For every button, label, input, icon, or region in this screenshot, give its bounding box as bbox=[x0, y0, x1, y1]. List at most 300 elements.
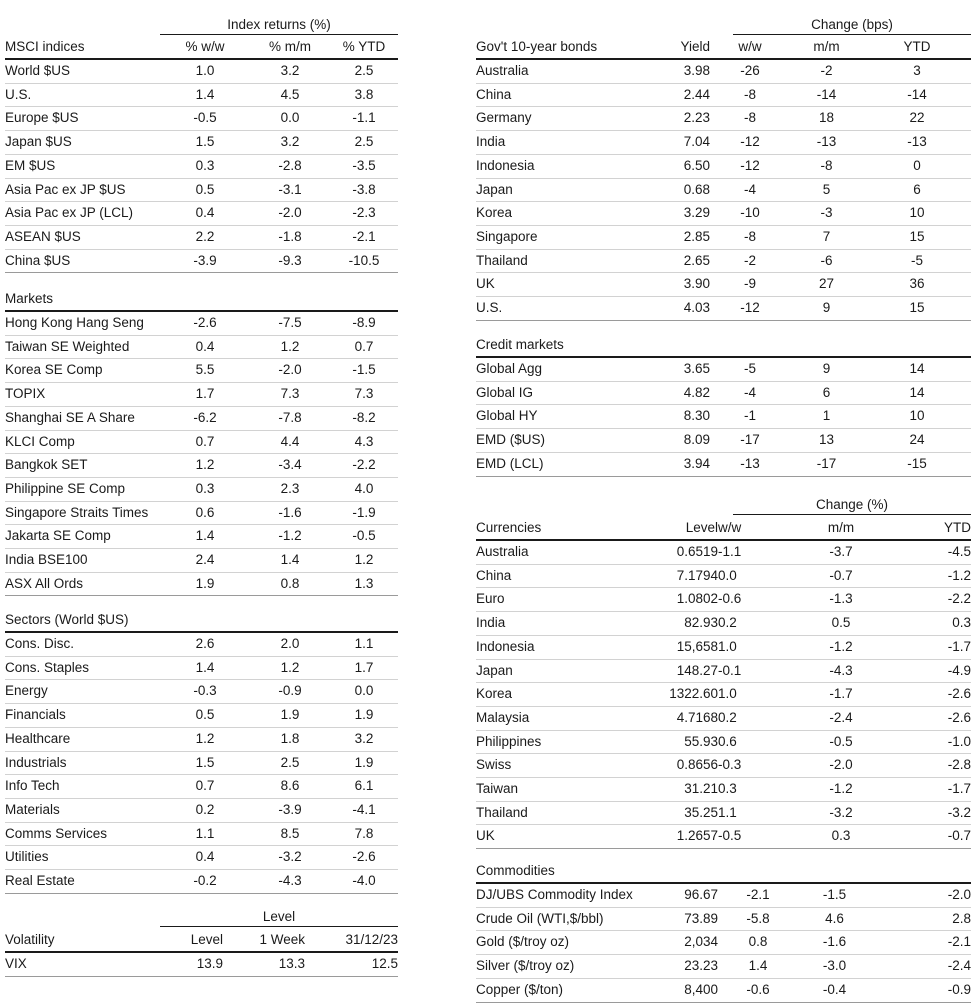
table-row bbox=[476, 825, 971, 849]
table-row bbox=[5, 572, 398, 596]
cell-value: 2.3 bbox=[250, 477, 330, 501]
table-row bbox=[5, 846, 398, 870]
cell-value: -2.4 bbox=[871, 955, 971, 979]
table-row bbox=[5, 525, 398, 549]
cell-value: 1.5 bbox=[160, 751, 250, 775]
cell-value: 6 bbox=[863, 178, 971, 202]
cell-value: 1.9 bbox=[250, 704, 330, 728]
row-label: Financials bbox=[5, 704, 160, 728]
table-row bbox=[476, 154, 971, 178]
cell-value: 0.2 bbox=[718, 612, 803, 636]
row-label: India bbox=[476, 612, 621, 636]
cell-value: -1.7 bbox=[803, 683, 879, 707]
volatility-panel bbox=[5, 929, 398, 977]
table-row bbox=[5, 656, 398, 680]
row-label: Utilities bbox=[5, 846, 160, 870]
cell-value: 2.6 bbox=[160, 632, 250, 656]
cell-value: -0.6 bbox=[718, 588, 803, 612]
cell-value: 2.0 bbox=[250, 632, 330, 656]
row-label: Indonesia bbox=[476, 154, 621, 178]
cell-value: 0.5 bbox=[160, 178, 250, 202]
cell-value: -5.8 bbox=[718, 907, 798, 931]
msci-table bbox=[5, 36, 398, 273]
cell-value: -7.5 bbox=[250, 311, 330, 335]
cell-value: 1.2 bbox=[250, 335, 330, 359]
cell-value: 10 bbox=[863, 405, 971, 429]
row-label: Global IG bbox=[476, 381, 621, 405]
cell-value: 0.4 bbox=[160, 846, 250, 870]
currencies-table bbox=[476, 517, 971, 849]
table-row bbox=[476, 178, 971, 202]
cell-value: -2.2 bbox=[879, 588, 971, 612]
section-title: Commodities bbox=[476, 860, 971, 883]
cell-value: 2.8 bbox=[871, 907, 971, 931]
cell-value: 36 bbox=[863, 273, 971, 297]
cell-value: 7.3 bbox=[250, 383, 330, 407]
table-row bbox=[476, 405, 971, 429]
table-row bbox=[476, 907, 971, 931]
row-label: Singapore Straits Times bbox=[5, 501, 160, 525]
cell-value: 0.2 bbox=[718, 706, 803, 730]
column-header: Yield bbox=[621, 36, 710, 59]
table-row bbox=[5, 59, 398, 83]
cell-value: -2.0 bbox=[250, 359, 330, 383]
currencies-panel bbox=[476, 517, 971, 849]
column-header: m/m bbox=[790, 36, 863, 59]
cell-value: -3.9 bbox=[160, 249, 250, 273]
table-row bbox=[5, 751, 398, 775]
cell-value: -8 bbox=[710, 225, 790, 249]
sectors-panel bbox=[5, 609, 398, 894]
cell-value: 55.93 bbox=[621, 730, 718, 754]
column-header: w/w bbox=[718, 517, 803, 540]
cell-value: 1.2 bbox=[330, 549, 398, 573]
cell-value: 0.3 bbox=[160, 477, 250, 501]
cell-value: -2 bbox=[710, 249, 790, 273]
row-label: Silver ($/troy oz) bbox=[476, 955, 644, 979]
cell-value: 0.3 bbox=[160, 154, 250, 178]
cell-value: -4 bbox=[710, 178, 790, 202]
cell-value: 23.23 bbox=[644, 955, 718, 979]
row-label: Asia Pac ex JP $US bbox=[5, 178, 160, 202]
cell-value: 4.7168 bbox=[621, 706, 718, 730]
cell-value: 24 bbox=[863, 429, 971, 453]
table-row bbox=[5, 249, 398, 273]
markets-title-row bbox=[5, 288, 398, 311]
cell-value: -13 bbox=[863, 131, 971, 155]
cell-value: 0.3 bbox=[879, 612, 971, 636]
cell-value: 0.7 bbox=[160, 430, 250, 454]
column-header: % w/w bbox=[160, 36, 250, 59]
cell-value: -3.9 bbox=[250, 798, 330, 822]
cell-value: 2.65 bbox=[621, 249, 710, 273]
cell-value: 3.98 bbox=[621, 59, 710, 83]
cell-value: -7.8 bbox=[250, 406, 330, 430]
row-label: Euro bbox=[476, 588, 621, 612]
table-row bbox=[5, 477, 398, 501]
table-row bbox=[476, 588, 971, 612]
cell-value: 2,034 bbox=[644, 931, 718, 955]
column-header: MSCI indices bbox=[5, 36, 160, 59]
table-row bbox=[5, 430, 398, 454]
cell-value: -2.8 bbox=[250, 154, 330, 178]
cell-value: 1.0 bbox=[160, 59, 250, 83]
cell-value: 9 bbox=[790, 357, 863, 381]
row-label: Gold ($/troy oz) bbox=[476, 931, 644, 955]
table-row bbox=[476, 659, 971, 683]
table-row bbox=[5, 798, 398, 822]
cell-value: 2.44 bbox=[621, 83, 710, 107]
cell-value: 0.3 bbox=[718, 778, 803, 802]
row-label: Shanghai SE A Share bbox=[5, 406, 160, 430]
row-label: India BSE100 bbox=[5, 549, 160, 573]
cell-value: -8.2 bbox=[330, 406, 398, 430]
cell-value: -3.4 bbox=[250, 454, 330, 478]
cell-value: 1.8 bbox=[250, 727, 330, 751]
cell-value: 35.25 bbox=[621, 801, 718, 825]
table-row bbox=[5, 775, 398, 799]
cell-value: -15 bbox=[863, 452, 971, 476]
section-title: Sectors (World $US) bbox=[5, 609, 398, 632]
column-header: Currencies bbox=[476, 517, 621, 540]
row-label: Global HY bbox=[476, 405, 621, 429]
volatility-table bbox=[5, 929, 398, 977]
cell-value: -4.3 bbox=[803, 659, 879, 683]
row-label: Taiwan SE Weighted bbox=[5, 335, 160, 359]
table-row bbox=[476, 297, 971, 321]
cell-value: -3.2 bbox=[803, 801, 879, 825]
row-label: Bangkok SET bbox=[5, 454, 160, 478]
row-label: China bbox=[476, 564, 621, 588]
cell-value: -2.0 bbox=[803, 754, 879, 778]
section-title: Markets bbox=[5, 288, 398, 311]
row-label: Real Estate bbox=[5, 870, 160, 894]
cell-value: 8.5 bbox=[250, 822, 330, 846]
table-row bbox=[5, 359, 398, 383]
cell-value: -1.2 bbox=[803, 635, 879, 659]
row-label: Global Agg bbox=[476, 357, 621, 381]
row-label: U.S. bbox=[5, 83, 160, 107]
row-label: Taiwan bbox=[476, 778, 621, 802]
row-label: Japan bbox=[476, 178, 621, 202]
cell-value: -1.6 bbox=[798, 931, 871, 955]
cell-value: 1.1 bbox=[330, 632, 398, 656]
cell-value: 6 bbox=[790, 381, 863, 405]
cell-value: -14 bbox=[790, 83, 863, 107]
msci-group-header: Index returns (%) bbox=[160, 16, 398, 35]
cell-value: 0.6 bbox=[160, 501, 250, 525]
cell-value: 3.2 bbox=[250, 131, 330, 155]
cell-value: 2.5 bbox=[250, 751, 330, 775]
table-row bbox=[476, 801, 971, 825]
cell-value: -0.1 bbox=[718, 659, 803, 683]
bonds-header-row bbox=[476, 36, 971, 59]
cell-value: -1.1 bbox=[330, 107, 398, 131]
cell-value: 0.68 bbox=[621, 178, 710, 202]
table-row bbox=[5, 202, 398, 226]
table-row bbox=[476, 225, 971, 249]
cell-value: -9.3 bbox=[250, 249, 330, 273]
row-label: ASEAN $US bbox=[5, 225, 160, 249]
cell-value: 18 bbox=[790, 107, 863, 131]
row-label: UK bbox=[476, 273, 621, 297]
row-label: World $US bbox=[5, 59, 160, 83]
column-header: % YTD bbox=[330, 36, 398, 59]
table-row bbox=[476, 978, 971, 1002]
table-row bbox=[5, 178, 398, 202]
table-row bbox=[476, 131, 971, 155]
cell-value: -4 bbox=[710, 381, 790, 405]
cell-value: 6.1 bbox=[330, 775, 398, 799]
cell-value: -4.9 bbox=[879, 659, 971, 683]
commodities-table bbox=[476, 860, 971, 1003]
table-row bbox=[476, 683, 971, 707]
table-row bbox=[476, 381, 971, 405]
table-row bbox=[5, 383, 398, 407]
table-row bbox=[476, 452, 971, 476]
row-label: India bbox=[476, 131, 621, 155]
row-label: TOPIX bbox=[5, 383, 160, 407]
cell-value: 9 bbox=[790, 297, 863, 321]
cell-value: -5 bbox=[863, 249, 971, 273]
cell-value: -1.7 bbox=[879, 635, 971, 659]
cell-value: 13.9 bbox=[135, 952, 223, 976]
cell-value: -1.9 bbox=[330, 501, 398, 525]
cell-value: -10 bbox=[710, 202, 790, 226]
cell-value: -2.1 bbox=[871, 931, 971, 955]
cell-value: -2.4 bbox=[803, 706, 879, 730]
row-label: Korea SE Comp bbox=[5, 359, 160, 383]
table-row bbox=[5, 131, 398, 155]
table-row bbox=[5, 727, 398, 751]
cell-value: 13 bbox=[790, 429, 863, 453]
row-label: Malaysia bbox=[476, 706, 621, 730]
cell-value: 0.3 bbox=[803, 825, 879, 849]
column-header: YTD bbox=[863, 36, 971, 59]
commodities-title-row bbox=[476, 860, 971, 883]
cell-value: -2.3 bbox=[330, 202, 398, 226]
row-label: Energy bbox=[5, 680, 160, 704]
cell-value: -8 bbox=[710, 107, 790, 131]
table-row bbox=[476, 83, 971, 107]
table-row bbox=[5, 952, 398, 976]
cell-value: 0.0 bbox=[718, 564, 803, 588]
row-label: Swiss bbox=[476, 754, 621, 778]
section-title: Credit markets bbox=[476, 334, 971, 357]
cell-value: -2.6 bbox=[879, 706, 971, 730]
cell-value: 0.8 bbox=[250, 572, 330, 596]
cell-value: -0.7 bbox=[803, 564, 879, 588]
cell-value: -2.6 bbox=[330, 846, 398, 870]
cell-value: -26 bbox=[710, 59, 790, 83]
row-label: Philippines bbox=[476, 730, 621, 754]
volatility-group-header: Level bbox=[160, 908, 398, 927]
row-label: Materials bbox=[5, 798, 160, 822]
cell-value: 3.65 bbox=[621, 357, 710, 381]
cell-value: 1.4 bbox=[160, 525, 250, 549]
cell-value: -10.5 bbox=[330, 249, 398, 273]
sectors-table bbox=[5, 609, 398, 894]
cell-value: 3 bbox=[863, 59, 971, 83]
cell-value: -0.5 bbox=[718, 825, 803, 849]
cell-value: -2.0 bbox=[871, 883, 971, 907]
cell-value: -2.0 bbox=[250, 202, 330, 226]
cell-value: 1.0 bbox=[718, 635, 803, 659]
cell-value: 0.8 bbox=[718, 931, 798, 955]
cell-value: -4.1 bbox=[330, 798, 398, 822]
column-header: Level bbox=[135, 929, 223, 952]
cell-value: -2.8 bbox=[879, 754, 971, 778]
cell-value: 7 bbox=[790, 225, 863, 249]
cell-value: -1.2 bbox=[879, 564, 971, 588]
cell-value: 31.21 bbox=[621, 778, 718, 802]
row-label: ASX All Ords bbox=[5, 572, 160, 596]
table-row bbox=[476, 273, 971, 297]
cell-value: 148.27 bbox=[621, 659, 718, 683]
cell-value: 1.1 bbox=[160, 822, 250, 846]
cell-value: 4.6 bbox=[798, 907, 871, 931]
table-row bbox=[476, 778, 971, 802]
row-label: Australia bbox=[476, 59, 621, 83]
cell-value: -4.3 bbox=[250, 870, 330, 894]
cell-value: 1.0802 bbox=[621, 588, 718, 612]
cell-value: -0.9 bbox=[871, 978, 971, 1002]
row-label: Korea bbox=[476, 683, 621, 707]
cell-value: 0.8656 bbox=[621, 754, 718, 778]
column-header: 31/12/23 bbox=[305, 929, 398, 952]
cell-value: -0.5 bbox=[330, 525, 398, 549]
cell-value: 15 bbox=[863, 297, 971, 321]
sectors-title-row bbox=[5, 609, 398, 632]
cell-value: -1.0 bbox=[879, 730, 971, 754]
table-row bbox=[476, 955, 971, 979]
cell-value: 0.7 bbox=[330, 335, 398, 359]
cell-value: -1.3 bbox=[803, 588, 879, 612]
table-row bbox=[5, 335, 398, 359]
cell-value: -0.6 bbox=[718, 978, 798, 1002]
cell-value: -2.6 bbox=[160, 311, 250, 335]
cell-value: -5 bbox=[710, 357, 790, 381]
table-row bbox=[476, 754, 971, 778]
column-header: YTD bbox=[879, 517, 971, 540]
cell-value: -17 bbox=[710, 429, 790, 453]
cell-value: 0.5 bbox=[803, 612, 879, 636]
volatility-header-row bbox=[5, 929, 398, 952]
cell-value: -0.4 bbox=[798, 978, 871, 1002]
cell-value: -3 bbox=[790, 202, 863, 226]
cell-value: -3.0 bbox=[798, 955, 871, 979]
cell-value: 27 bbox=[790, 273, 863, 297]
cell-value: -0.7 bbox=[879, 825, 971, 849]
cell-value: -3.7 bbox=[803, 540, 879, 564]
row-label: China $US bbox=[5, 249, 160, 273]
cell-value: 1.9 bbox=[330, 751, 398, 775]
cell-value: 1.2 bbox=[250, 656, 330, 680]
cell-value: 1.4 bbox=[718, 955, 798, 979]
row-label: U.S. bbox=[476, 297, 621, 321]
cell-value: -13 bbox=[710, 452, 790, 476]
cell-value: 2.5 bbox=[330, 131, 398, 155]
cell-value: -4.0 bbox=[330, 870, 398, 894]
cell-value: 1.9 bbox=[160, 572, 250, 596]
credit-panel bbox=[476, 334, 971, 477]
table-row bbox=[5, 822, 398, 846]
row-label: Europe $US bbox=[5, 107, 160, 131]
cell-value: 12.5 bbox=[305, 952, 398, 976]
cell-value: -1 bbox=[710, 405, 790, 429]
table-row bbox=[5, 870, 398, 894]
credit-table bbox=[476, 334, 971, 477]
cell-value: -9 bbox=[710, 273, 790, 297]
cell-value: 2.5 bbox=[330, 59, 398, 83]
table-row bbox=[476, 931, 971, 955]
row-label: Asia Pac ex JP (LCL) bbox=[5, 202, 160, 226]
row-label: Copper ($/ton) bbox=[476, 978, 644, 1002]
cell-value: 8.30 bbox=[621, 405, 710, 429]
cell-value: -1.5 bbox=[798, 883, 871, 907]
cell-value: -12 bbox=[710, 154, 790, 178]
bonds-panel bbox=[476, 36, 971, 321]
cell-value: 1.0 bbox=[718, 683, 803, 707]
row-label: Australia bbox=[476, 540, 621, 564]
row-label: Singapore bbox=[476, 225, 621, 249]
cell-value: 5.5 bbox=[160, 359, 250, 383]
cell-value: -0.9 bbox=[250, 680, 330, 704]
cell-value: 22 bbox=[863, 107, 971, 131]
row-label: Japan bbox=[476, 659, 621, 683]
cell-value: -3.8 bbox=[330, 178, 398, 202]
row-label: Industrials bbox=[5, 751, 160, 775]
cell-value: 2.2 bbox=[160, 225, 250, 249]
cell-value: 8,400 bbox=[644, 978, 718, 1002]
row-label: China bbox=[476, 83, 621, 107]
row-label: KLCI Comp bbox=[5, 430, 160, 454]
cell-value: -3.5 bbox=[330, 154, 398, 178]
cell-value: 1.2657 bbox=[621, 825, 718, 849]
row-label: Cons. Disc. bbox=[5, 632, 160, 656]
bonds-table bbox=[476, 36, 971, 321]
cell-value: -0.5 bbox=[803, 730, 879, 754]
cell-value: -3.2 bbox=[250, 846, 330, 870]
row-label: DJ/UBS Commodity Index bbox=[476, 883, 644, 907]
cell-value: 14 bbox=[863, 381, 971, 405]
table-row bbox=[476, 540, 971, 564]
cell-value: 3.29 bbox=[621, 202, 710, 226]
cell-value: -1.5 bbox=[330, 359, 398, 383]
column-header: m/m bbox=[803, 517, 879, 540]
cell-value: -1.7 bbox=[879, 778, 971, 802]
table-row bbox=[5, 632, 398, 656]
table-row bbox=[476, 635, 971, 659]
currencies-group-header: Change (%) bbox=[733, 496, 971, 515]
cell-value: 1.2 bbox=[160, 454, 250, 478]
table-row bbox=[5, 680, 398, 704]
cell-value: 1.3 bbox=[330, 572, 398, 596]
cell-value: -1.6 bbox=[250, 501, 330, 525]
cell-value: 1.4 bbox=[160, 656, 250, 680]
row-label: Philippine SE Comp bbox=[5, 477, 160, 501]
cell-value: 7.04 bbox=[621, 131, 710, 155]
cell-value: 0.4 bbox=[160, 202, 250, 226]
cell-value: 3.90 bbox=[621, 273, 710, 297]
cell-value: 3.8 bbox=[330, 83, 398, 107]
row-label: Korea bbox=[476, 202, 621, 226]
cell-value: 82.93 bbox=[621, 612, 718, 636]
cell-value: -0.3 bbox=[160, 680, 250, 704]
cell-value: -1.2 bbox=[250, 525, 330, 549]
column-header: 1 Week bbox=[223, 929, 305, 952]
row-label: Thailand bbox=[476, 801, 621, 825]
